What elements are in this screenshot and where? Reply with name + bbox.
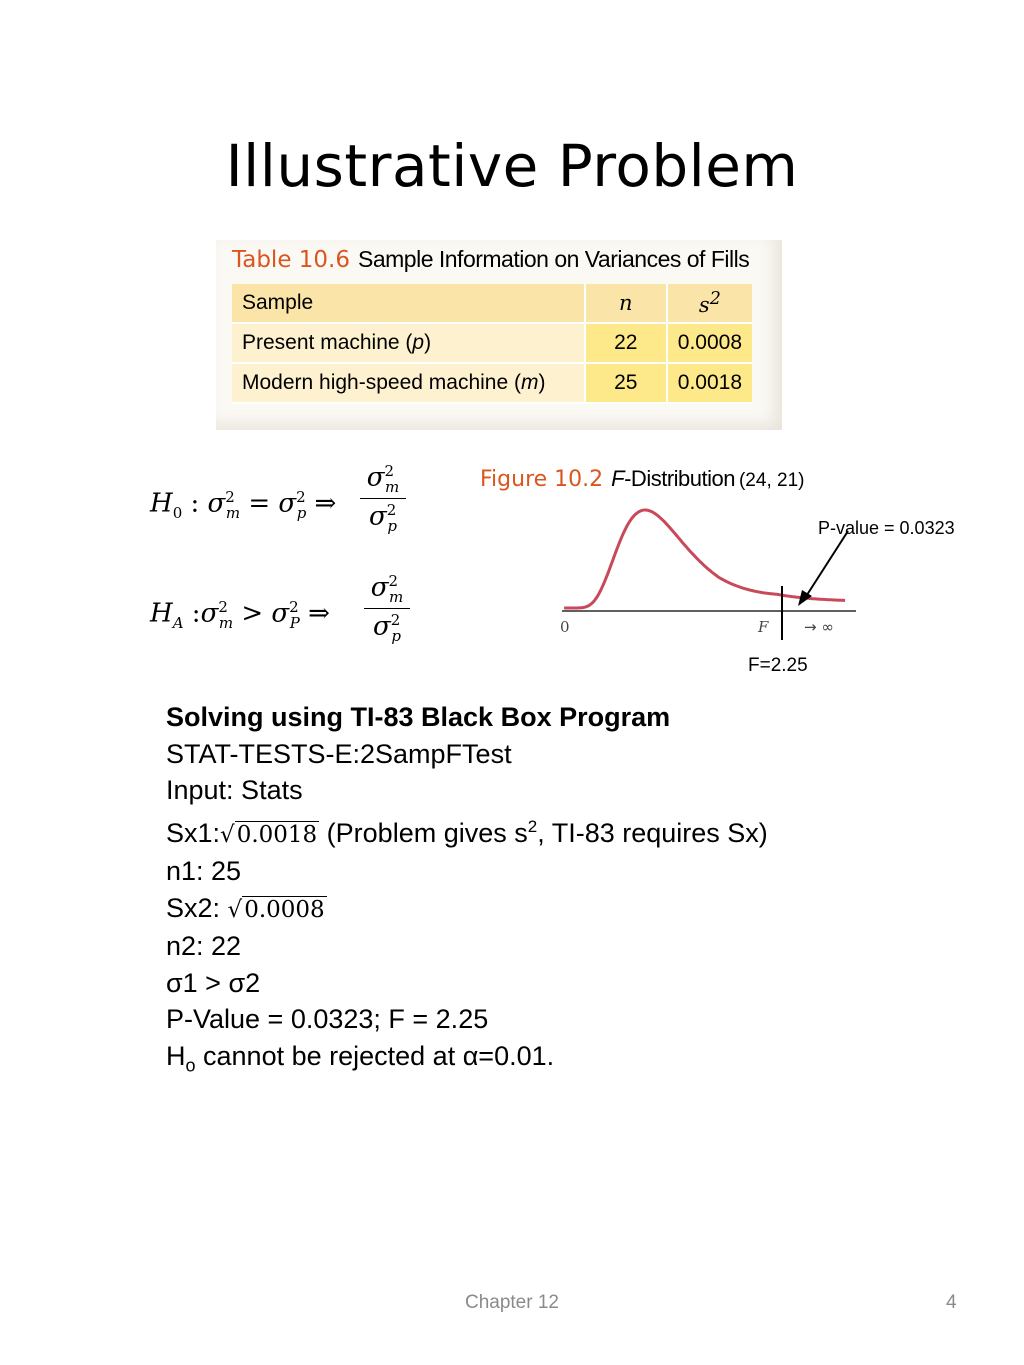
row-n: 25 xyxy=(585,363,667,403)
solution-line-sx1: Sx1:√0.0018 (Problem gives $s^2$, TI-83 requires Sx) xyxy=(166,816,768,848)
sample-table xyxy=(232,284,752,404)
row-sample: Modern high-speed machine (m) xyxy=(232,363,585,403)
table-row xyxy=(232,323,752,363)
axis-zero-label: 0 xyxy=(560,618,570,636)
sqrt-expression: √0.0018 xyxy=(220,821,318,848)
solution-line: σ1 > σ2 xyxy=(166,967,261,998)
table-caption: Sample Information on Variances of Fills xyxy=(358,246,750,272)
solution-line: P-Value = 0.0323; F = 2.25 xyxy=(166,1004,489,1034)
solution-line: n1: 25 xyxy=(166,856,242,886)
null-hypothesis: $H_0$ : $\sigma^2_m = \sigma^2_p$ ⇒ xyxy=(150,488,337,522)
figure-title xyxy=(480,466,804,492)
row-n: 22 xyxy=(585,323,667,363)
header-n: n xyxy=(585,284,667,323)
slide-title: Illustrative Problem xyxy=(225,132,799,200)
axis-f-label: F xyxy=(758,618,769,636)
variance-ratio-fraction: $\sigma^2_m$ $\sigma^2_p$ xyxy=(364,572,410,645)
solution-text xyxy=(166,699,768,1083)
figure-caption: F-Distribution xyxy=(611,466,735,491)
sample-table-image xyxy=(216,240,782,430)
solution-line: STAT-TESTS-E:2SampFTest xyxy=(166,738,512,769)
axis-infinity-label: → ∞ xyxy=(804,618,834,636)
solution-line-sx2: Sx2: √0.0008 xyxy=(166,892,325,923)
header-s2: $s^2$ xyxy=(667,284,752,323)
figure-label: Figure 10.2 xyxy=(480,467,604,492)
table-header-row xyxy=(232,284,752,323)
footer-chapter: Chapter 12 xyxy=(464,1292,559,1313)
table-heading xyxy=(232,246,749,273)
degrees-of-freedom: (24, 21) xyxy=(738,470,805,491)
row-s2: 0.0008 xyxy=(667,323,752,363)
solution-conclusion: $H_o$ cannot be rejected at α=0.01. xyxy=(166,1040,555,1075)
f-distribution-chart xyxy=(540,490,860,650)
header-sample: Sample xyxy=(232,284,585,323)
table-label: Table 10.6 xyxy=(232,247,350,273)
sqrt-expression: √0.0008 xyxy=(227,896,325,923)
pvalue-label: P-value = 0.0323 xyxy=(818,518,955,538)
variance-ratio-fraction: $\sigma^2_m$ $\sigma^2_p$ xyxy=(360,462,406,535)
solution-heading: Solving using TI-83 Black Box Program xyxy=(166,702,671,732)
row-sample: Present machine (p) xyxy=(232,323,585,363)
alternative-hypothesis: $H_A$ $:\sigma^2_m > \sigma^2_P$ ⇒ xyxy=(150,598,330,632)
pvalue-arrow xyxy=(805,531,848,598)
row-s2: 0.0018 xyxy=(667,363,752,403)
solution-line: n2: 22 xyxy=(166,931,242,961)
f-value-label: F=2.25 xyxy=(748,655,808,676)
solution-line: Input: Stats xyxy=(166,775,303,805)
table-row xyxy=(232,363,752,403)
page-number: 4 xyxy=(946,1292,957,1313)
